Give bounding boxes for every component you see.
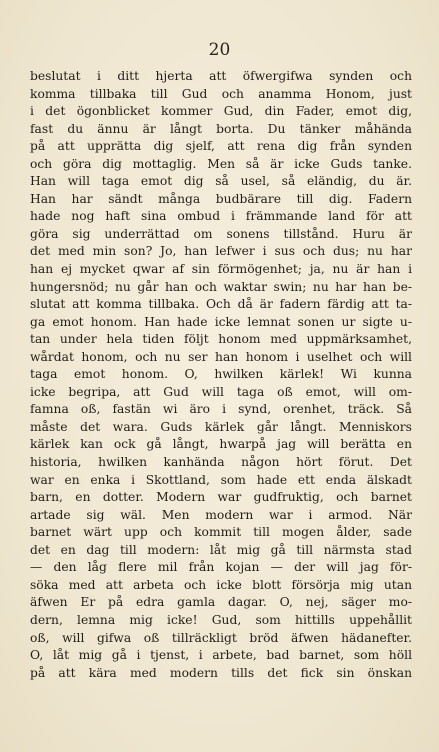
text-line: oß, will gifwa oß tillräckligt bröd äfwen hädanefter.	[30, 630, 412, 645]
text-line: söka med att arbeta och icke blott försörja mig utan	[30, 577, 412, 592]
text-line: i det ögonblicket kommer Gud, din Fader, emot dig,	[30, 104, 412, 119]
text-line: icke begripa, att Gud will taga oß emot, will om-	[30, 384, 412, 399]
text-line: måste det wara. Guds kärlek går långt. Menniskors	[30, 419, 412, 434]
text-line: O, låt mig gå i tjenst, i arbete, bad barnet, som höll	[30, 648, 412, 663]
text-line: han ej mycket qwar af sin förmögenhet; ja, nu är han i	[30, 262, 412, 277]
text-line: hade nog haft sina ombud i främmande land för att	[30, 209, 412, 224]
text-line: war en enka i Skottland, som hade ett enda älskadt	[30, 472, 412, 487]
text-line: historia, hwilken kanhända någon hört förut. Det	[30, 455, 412, 470]
text-line: göra sig underrättad om sonens tillstånd. Huru är	[30, 226, 412, 241]
text-line: på att kära med modern tills det fick sin önskan	[30, 665, 412, 680]
text-line: dern, lemna mig icke! Gud, som hittills uppehållit	[30, 612, 412, 627]
text-line: beslutat i ditt hjerta att öfwergifwa synden och	[30, 69, 412, 83]
body-text	[30, 68, 412, 682]
page-number: 20	[208, 40, 231, 60]
text-line: kärlek kan ock gå långt, hwarpå jag will berätta en	[30, 437, 412, 452]
text-line: det med min son? Jo, han lefwer i sus och dus; nu har	[30, 244, 412, 259]
text-line: wårdat honom, och nu ser han honom i uselhet och will	[30, 349, 412, 364]
text-line: Han har sändt många budbärare till dig. Fadern	[30, 191, 412, 206]
text-line: på att upprätta dig sjelf, att rena dig från synden	[30, 139, 412, 154]
text-line: — den låg flere mil från kojan — der will jag för-	[30, 560, 412, 575]
text-line: och göra dig mottaglig. Men så är icke Guds tanke.	[30, 156, 412, 171]
text-line: famna oß, fastän wi äro i synd, orenhet, träck. Så	[30, 402, 412, 417]
text-line: det en dag till modern: låt mig gå till närmsta stad	[30, 542, 412, 557]
text-line: slutat att komma tillbaka. Och då är fadern färdig att ta-	[30, 297, 412, 312]
text-line: tan under hela tiden följt honom med uppmärksamhet,	[30, 332, 412, 347]
text-line: artade sig wäl. Men modern war i armod. När	[30, 507, 412, 522]
text-line: fast du ännu är långt borta. Du tänker måhända	[30, 121, 412, 136]
text-line: komma tillbaka till Gud och anamma Honom, just	[30, 86, 412, 101]
text-line: ga emot honom. Han hade icke lemnat sonen ur sigte u-	[30, 314, 412, 329]
text-line: barnet wärt upp och kommit till mogen ålder, sade	[30, 525, 412, 540]
text-line: äfwen Er på edra gamla dagar. O, nej, säger mo-	[30, 595, 412, 610]
text-line: barn, en dotter. Modern war gudfruktig, och barnet	[30, 490, 412, 505]
text-line: taga emot honom. O, hwilken kärlek! Wi kunna	[30, 367, 412, 382]
text-line: Han will taga emot dig så usel, så eländig, du är.	[30, 174, 412, 189]
text-line: hungersnöd; nu går han och waktar swin; nu har han be-	[30, 279, 412, 294]
